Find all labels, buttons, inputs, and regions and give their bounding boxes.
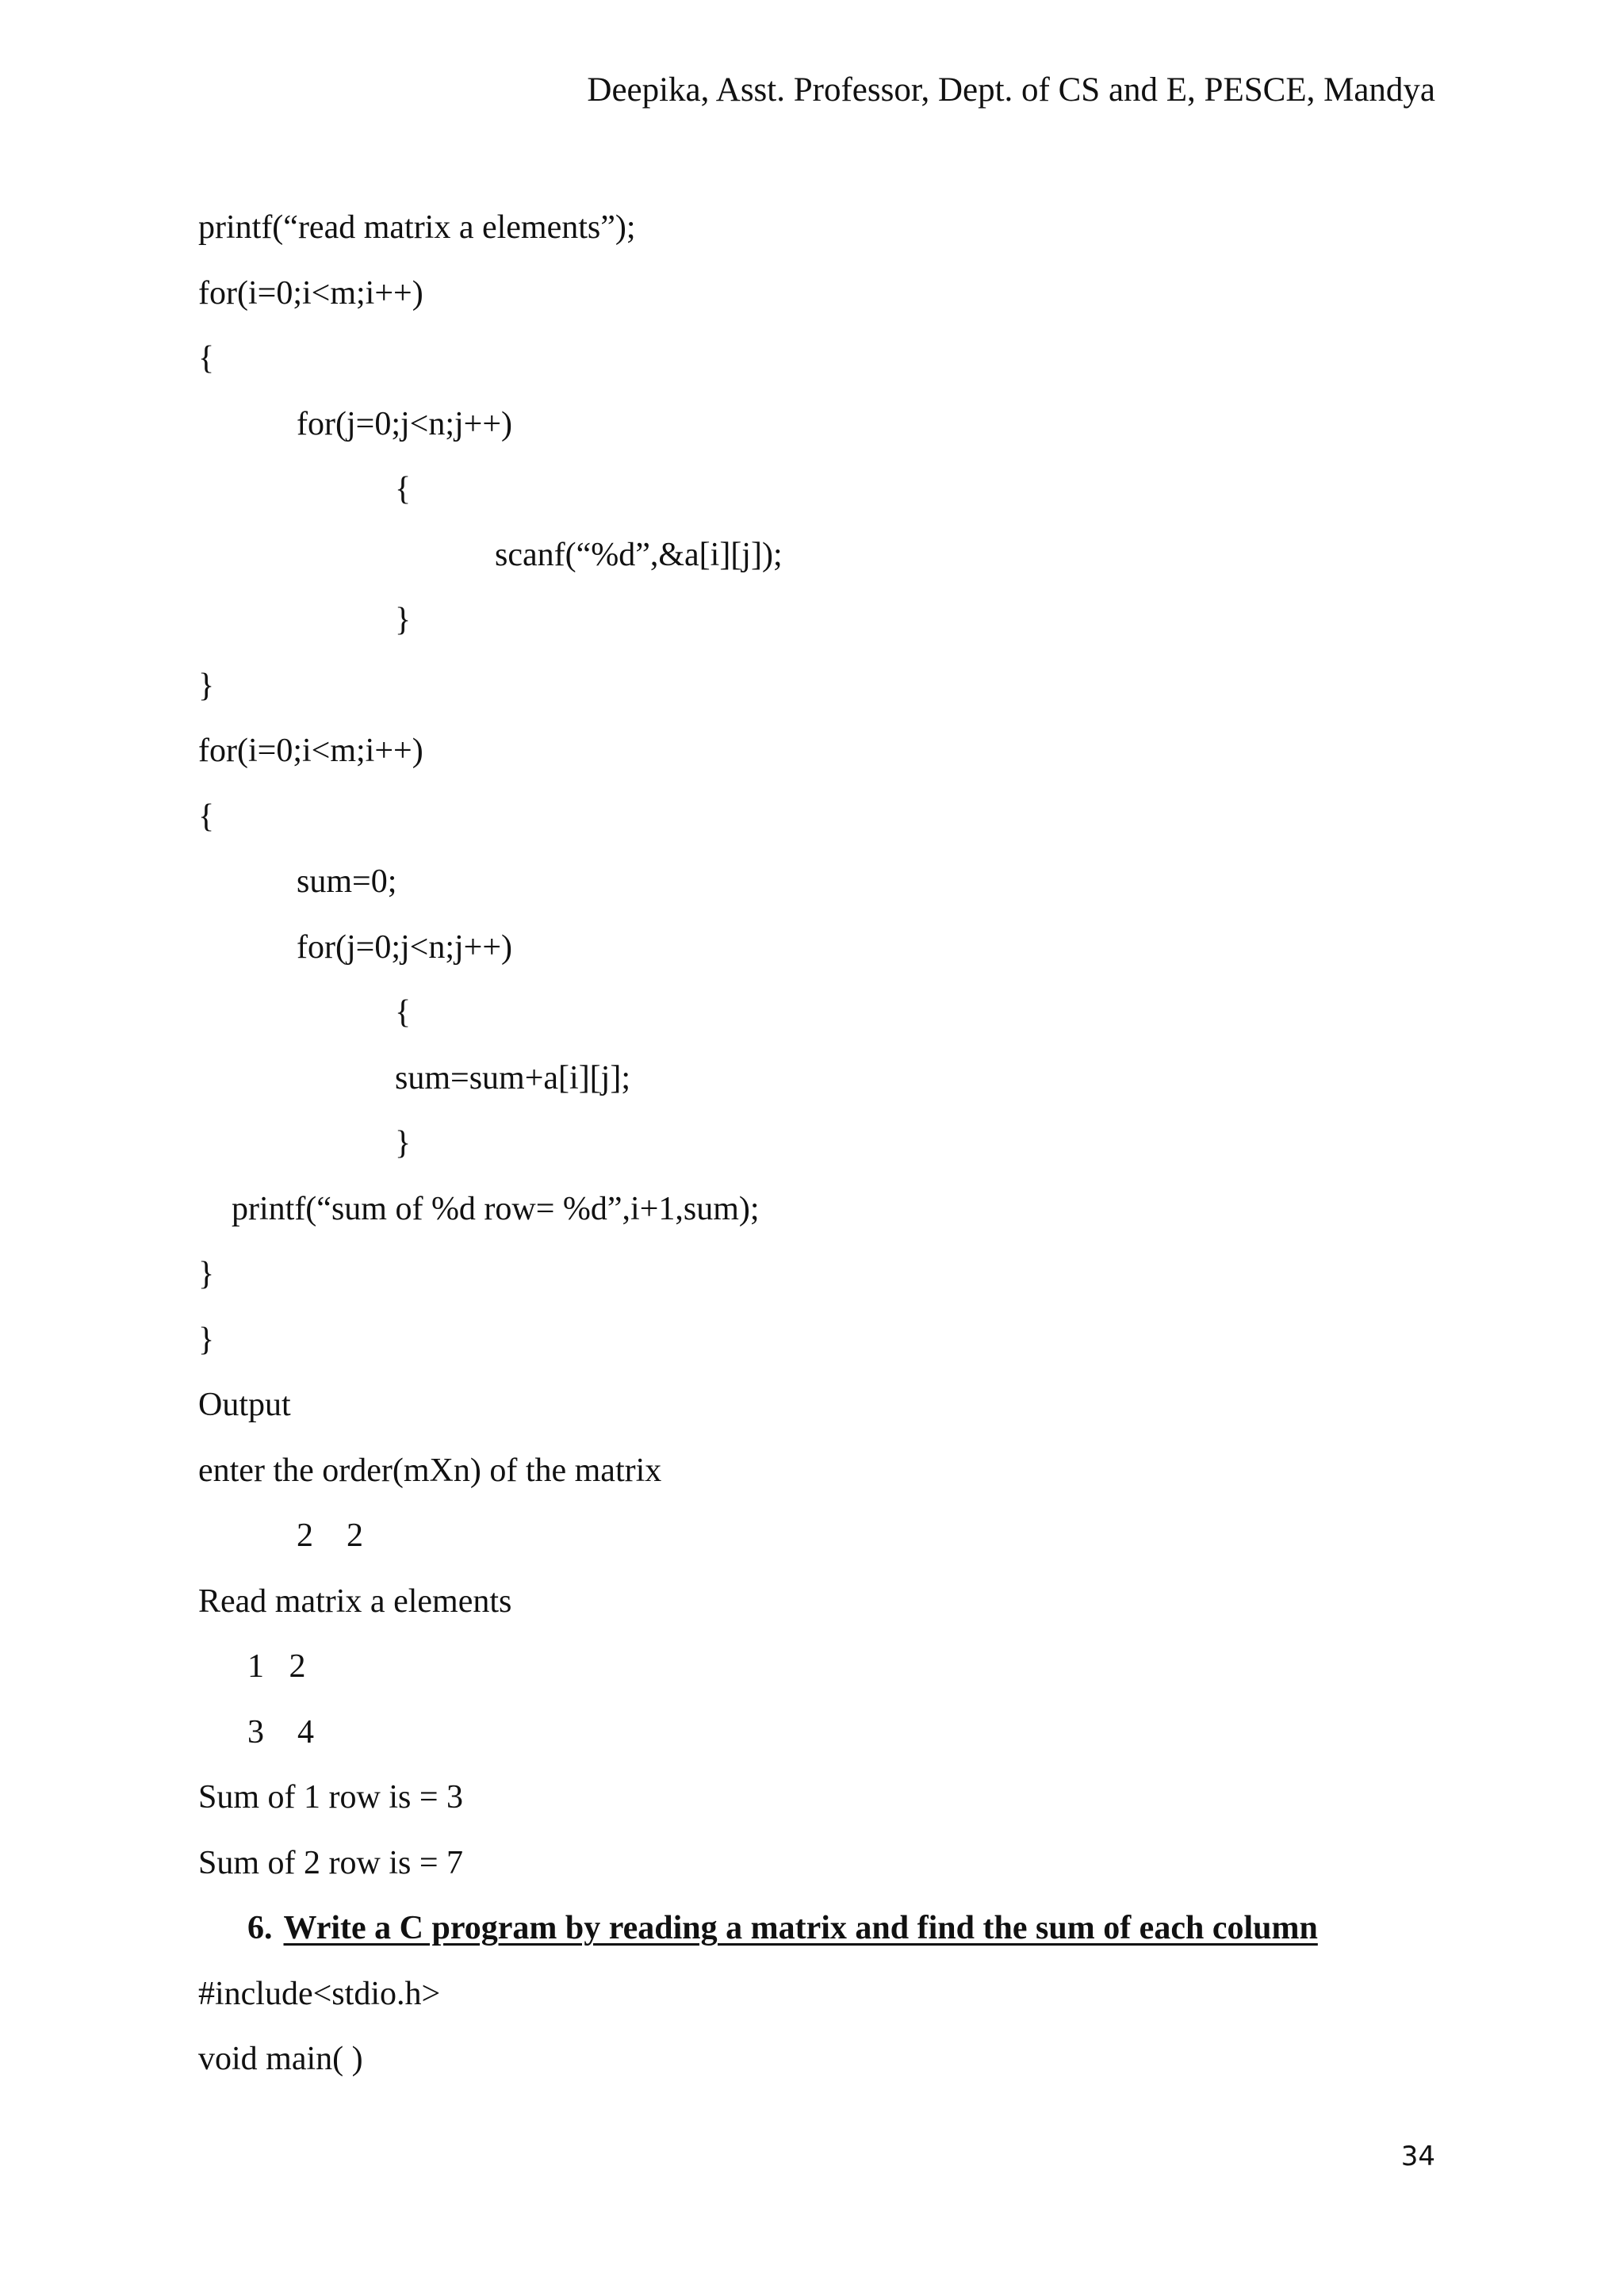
- code-line: sum=0;: [297, 863, 397, 901]
- code-line: for(j=0;j<n;j++): [297, 928, 513, 966]
- output-line: 3 4: [247, 1713, 314, 1751]
- code-line: }: [395, 1125, 412, 1162]
- output-line: 1 2: [247, 1648, 306, 1686]
- section-heading: [198, 1896, 1435, 1961]
- output-line: enter the order(mXn) of the matrix: [198, 1452, 662, 1489]
- output-line: 2 2: [297, 1517, 363, 1555]
- code-line: }: [198, 667, 215, 704]
- code-line: printf(“read matrix a elements”);: [198, 209, 636, 247]
- code-line: }: [198, 1321, 215, 1358]
- code-line: for(i=0;i<m;i++): [198, 733, 423, 770]
- code-line: }: [198, 1256, 215, 1293]
- code-line: {: [198, 798, 215, 835]
- code-line: {: [198, 340, 215, 377]
- code-line: #include<stdio.h>: [198, 1975, 441, 2012]
- code-line: for(i=0;i<m;i++): [198, 274, 423, 312]
- code-line: scanf(“%d”,&a[i][j]);: [495, 536, 783, 573]
- output-line: Read matrix a elements: [198, 1582, 512, 1620]
- code-line: }: [395, 602, 412, 639]
- code-line: for(j=0;j<n;j++): [297, 405, 513, 442]
- code-line: {: [395, 471, 412, 508]
- section-number: 6.: [247, 1910, 273, 1947]
- page-number: 34: [1400, 2141, 1435, 2172]
- output-line: Sum of 1 row is = 3: [198, 1779, 464, 1816]
- code-line: sum=sum+a[i][j];: [395, 1059, 630, 1096]
- output-line: Sum of 2 row is = 7: [198, 1844, 464, 1881]
- page-header: Deepika, Asst. Professor, Dept. of CS and E, PESCE, Mandya: [587, 71, 1435, 109]
- output-label: Output: [198, 1387, 291, 1424]
- code-line: void main( ): [198, 2041, 363, 2078]
- section-title: Write a C program by reading a matrix and find the sum of each column: [283, 1910, 1318, 1947]
- code-line: {: [395, 994, 412, 1031]
- document-body: [198, 195, 1435, 2092]
- code-line: printf(“sum of %d row= %d”,i+1,sum);: [232, 1190, 760, 1227]
